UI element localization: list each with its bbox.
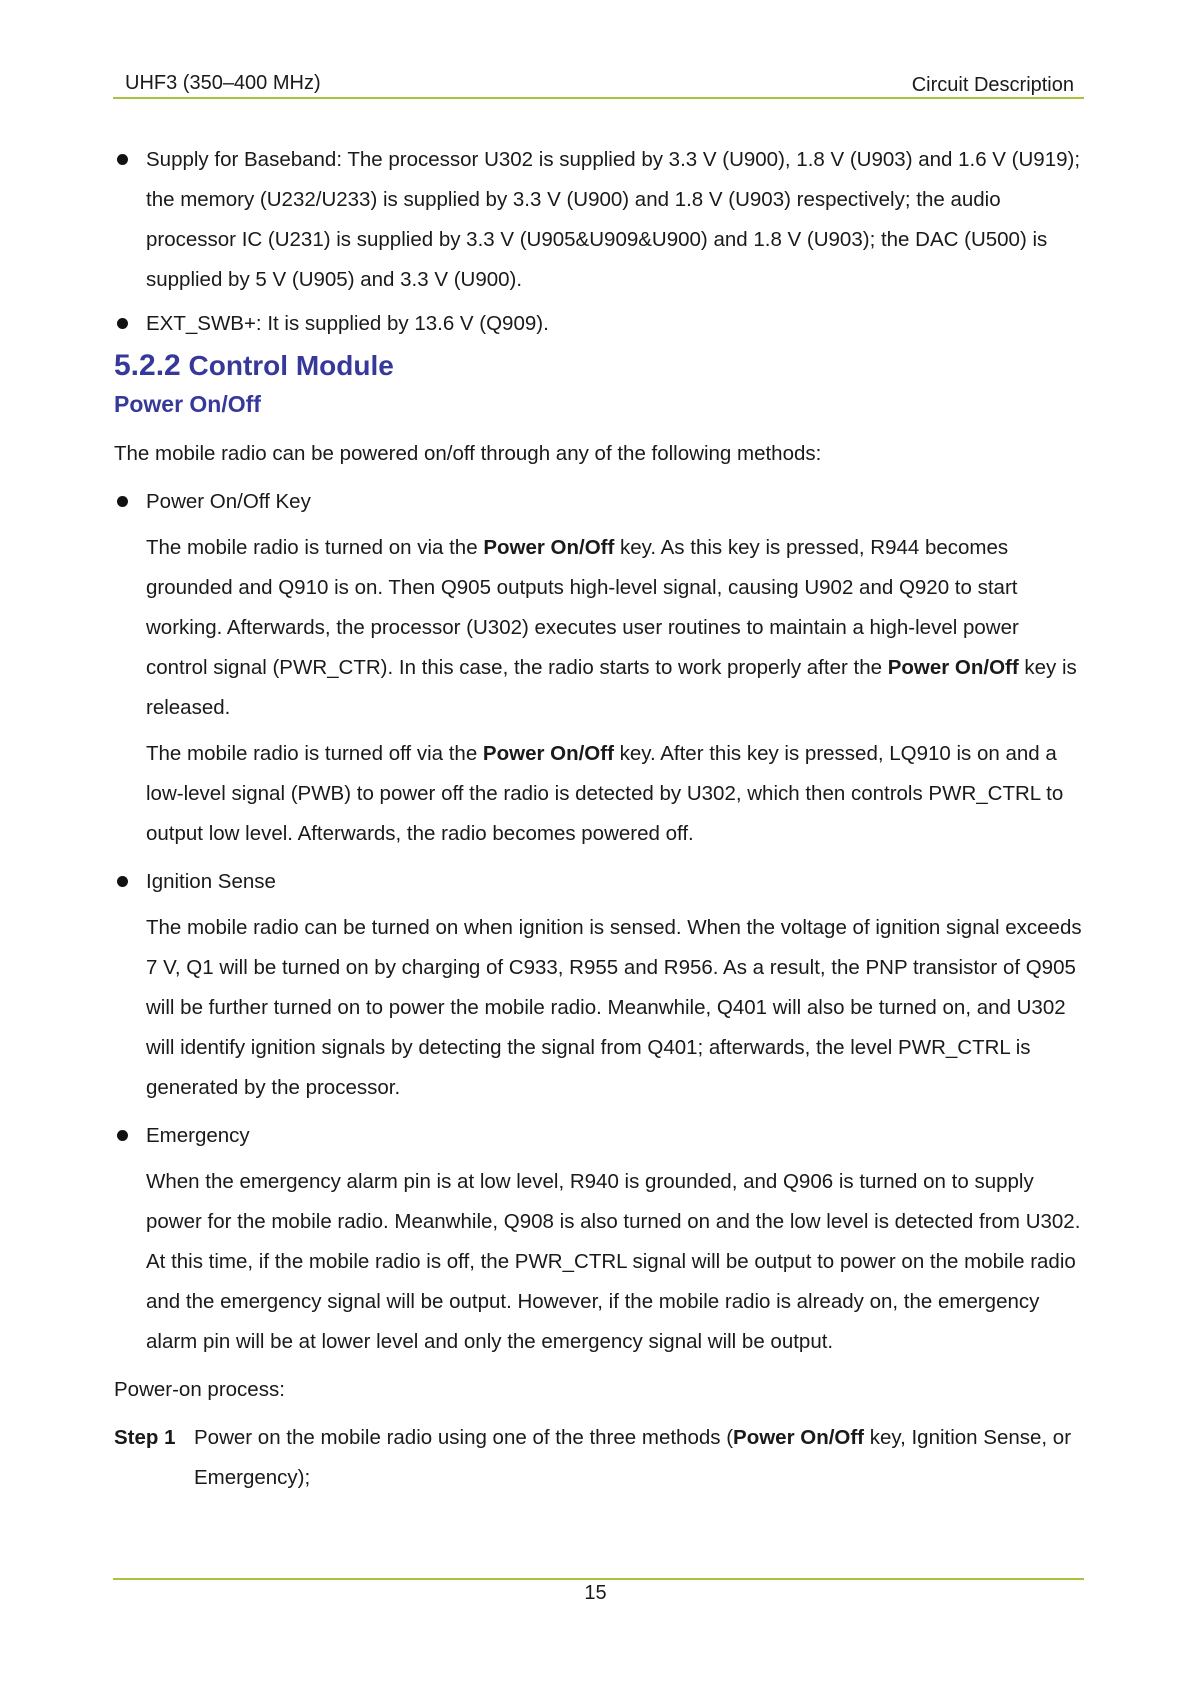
- step-1-label: Step 1: [114, 1426, 176, 1449]
- ignition-paragraph: The mobile radio can be turned on when ignition is sensed. When the voltage of ignition signal exceeds 7 V, Q1 will be turned on by charging of C933, R955 and R956. As a result, the PNP transistor of Q905 will be further turned on to power the mobile radio. Meanwhile, Q401 will also be turned on, and U302 will identify ignition signals by detecting the signal from Q401; afterwards, the level PWR_CTRL is generated by the processor.: [146, 916, 1082, 1099]
- page-content: [114, 140, 1086, 1498]
- power-on-paragraph: The mobile radio is turned on via the Power On/Off key. As this key is pressed, R944 becomes grounded and Q910 is on. Then Q905 outputs high-level signal, causing U902 and Q920 to start working. Afterwards, the processor (U302) executes user routines to maintain a high-level power control signal (PWR_CTR). In this case, the radio starts to work properly after the Power On/Off key is released.: [146, 536, 1077, 719]
- bullet-baseband-supply: Supply for Baseband: The processor U302 is supplied by 3.3 V (U900), 1.8 V (U903) and 1.6 V (U919); the memory (U232/U233) is supplied by 3.3 V (U900) and 1.8 V (U903) respectively; the audio processor IC (U231) is supplied by 3.3 V (U905&U909&U900) and 1.8 V (U903); the DAC (U500) is supplied by 5 V (U905) and 3.3 V (U900).: [114, 140, 1086, 300]
- intro-paragraph: The mobile radio can be powered on/off through any of the following methods:: [114, 442, 822, 465]
- bullet-emergency: Emergency: [114, 1116, 1086, 1156]
- section-number: 5.2.2: [114, 349, 181, 382]
- page-number: 15: [584, 1582, 607, 1604]
- section-heading: [114, 344, 1086, 388]
- power-on-process-label: Power-on process:: [114, 1378, 285, 1401]
- subsection-heading: Power On/Off: [114, 391, 261, 417]
- bullet-power-key: Power On/Off Key: [114, 482, 1086, 522]
- step-1: Step 1 Power on the mobile radio using one of the three methods (Power On/Off key, Ignition Sense, or Emergency);: [114, 1418, 1086, 1498]
- power-off-paragraph: The mobile radio is turned off via the Power On/Off key. After this key is pressed, LQ910 is on and a low-level signal (PWB) to power off the radio is detected by U302, which then controls PWR_CTRL to output low level. Afterwards, the radio becomes powered off.: [146, 742, 1064, 845]
- bullet-ext-swb: EXT_SWB+: It is supplied by 13.6 V (Q909).: [114, 304, 1086, 344]
- emergency-paragraph: When the emergency alarm pin is at low level, R940 is grounded, and Q906 is turned on to supply power for the mobile radio. Meanwhile, Q908 is also turned on and the low level is detected from U302. At this time, if the mobile radio is off, the PWR_CTRL signal will be output to power on the mobile radio and the emergency signal will be output. However, if the mobile radio is already on, the emergency alarm pin will be at lower level and only the emergency signal will be output.: [146, 1170, 1081, 1353]
- bullet-ignition-sense: Ignition Sense: [114, 862, 1086, 902]
- header-section-title: Circuit Description: [911, 74, 1074, 96]
- page-header: [113, 69, 1084, 99]
- header-doc-title: UHF3 (350–400 MHz): [125, 72, 321, 94]
- section-title: Control Module: [188, 350, 394, 381]
